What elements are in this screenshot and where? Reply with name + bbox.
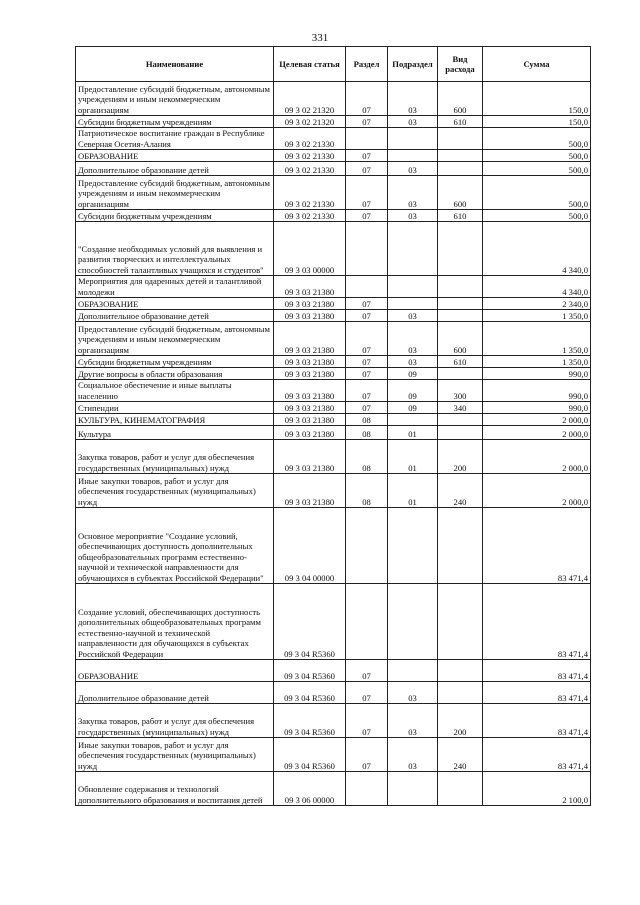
cell-subsection: 03 [388, 176, 438, 210]
table-row [76, 426, 591, 440]
cell-subsection: 03 [388, 310, 438, 322]
table-row [76, 440, 591, 474]
cell-subsection: 03 [388, 162, 438, 176]
cell-code: 09 3 02 21320 [274, 82, 346, 116]
cell-type [438, 150, 483, 162]
cell-subsection [388, 128, 438, 150]
cell-type [438, 310, 483, 322]
cell-code: 09 3 04 R5360 [274, 738, 346, 772]
cell-section: 07 [346, 380, 388, 402]
table-row [76, 584, 591, 660]
cell-subsection: 03 [388, 356, 438, 368]
header-sum: Сумма [483, 47, 591, 82]
cell-sum: 500,0 [483, 176, 591, 210]
cell-subsection: 01 [388, 440, 438, 474]
cell-code: 09 3 03 21380 [274, 298, 346, 310]
cell-section [346, 772, 388, 806]
cell-sum: 4 340,0 [483, 276, 591, 298]
cell-type [438, 222, 483, 276]
cell-code: 09 3 03 21380 [274, 440, 346, 474]
table-row [76, 414, 591, 426]
cell-sum: 2 100,0 [483, 772, 591, 806]
cell-subsection: 03 [388, 82, 438, 116]
cell-sum: 2 000,0 [483, 426, 591, 440]
cell-name: Обновление содержания и технологий дополнительного образования и воспитания детей [76, 772, 274, 806]
cell-section: 07 [346, 116, 388, 128]
table-row [76, 210, 591, 222]
cell-name: Предоставление субсидий бюджетным, автономным учреждениям и иным некоммерческим организациям [76, 176, 274, 210]
cell-sum: 83 471,4 [483, 660, 591, 682]
cell-code: 09 3 02 21330 [274, 176, 346, 210]
cell-subsection [388, 150, 438, 162]
cell-subsection [388, 508, 438, 584]
budget-table [75, 46, 591, 806]
cell-code: 09 3 03 21380 [274, 310, 346, 322]
cell-type: 600 [438, 322, 483, 356]
cell-type: 610 [438, 116, 483, 128]
cell-name: Закупка товаров, работ и услуг для обеспечения государственных (муниципальных) нужд [76, 440, 274, 474]
cell-name: Основное мероприятие "Создание условий, обеспечивающих доступность дополнительных общеобразовательных программ естественно-научной и технической направленности для обучающихся в субъектах Российской Федерации" [76, 508, 274, 584]
cell-type: 240 [438, 474, 483, 508]
cell-subsection [388, 660, 438, 682]
cell-code: 09 3 03 21380 [274, 276, 346, 298]
table-row [76, 310, 591, 322]
cell-name: Мероприятия для одаренных детей и талантливой молодежи [76, 276, 274, 298]
cell-section: 07 [346, 402, 388, 414]
cell-name: Закупка товаров, работ и услуг для обеспечения государственных (муниципальных) нужд [76, 704, 274, 738]
cell-name: ОБРАЗОВАНИЕ [76, 298, 274, 310]
cell-subsection: 01 [388, 474, 438, 508]
cell-sum: 990,0 [483, 380, 591, 402]
header-section: Раздел [346, 47, 388, 82]
cell-subsection: 09 [388, 380, 438, 402]
table-row [76, 380, 591, 402]
cell-section [346, 222, 388, 276]
cell-sum: 2 340,0 [483, 298, 591, 310]
cell-subsection: 03 [388, 704, 438, 738]
cell-code: 09 3 03 21380 [274, 356, 346, 368]
cell-subsection: 09 [388, 402, 438, 414]
table-row [76, 368, 591, 380]
cell-type [438, 660, 483, 682]
cell-sum: 83 471,4 [483, 704, 591, 738]
cell-type [438, 772, 483, 806]
table-row [76, 474, 591, 508]
cell-section: 07 [346, 82, 388, 116]
cell-subsection [388, 298, 438, 310]
cell-section: 07 [346, 162, 388, 176]
cell-name: Дополнительное образование детей [76, 310, 274, 322]
cell-type [438, 298, 483, 310]
table-row [76, 322, 591, 356]
table-row [76, 222, 591, 276]
cell-name: Субсидии бюджетным учреждениям [76, 210, 274, 222]
table-row [76, 660, 591, 682]
cell-name: Иные закупки товаров, работ и услуг для обеспечения государственных (муниципальных) нужд [76, 474, 274, 508]
cell-type: 610 [438, 356, 483, 368]
cell-type: 200 [438, 704, 483, 738]
cell-sum: 2 000,0 [483, 474, 591, 508]
cell-section [346, 276, 388, 298]
cell-section: 07 [346, 176, 388, 210]
cell-sum: 83 471,4 [483, 508, 591, 584]
cell-type: 240 [438, 738, 483, 772]
cell-section: 08 [346, 426, 388, 440]
cell-sum: 500,0 [483, 210, 591, 222]
cell-code: 09 3 02 21330 [274, 150, 346, 162]
cell-type [438, 584, 483, 660]
cell-section: 07 [346, 322, 388, 356]
cell-type: 340 [438, 402, 483, 414]
cell-sum: 500,0 [483, 162, 591, 176]
cell-name: Дополнительное образование детей [76, 682, 274, 704]
cell-sum: 1 350,0 [483, 322, 591, 356]
cell-section [346, 128, 388, 150]
page-number: 331 [311, 32, 329, 44]
cell-subsection [388, 584, 438, 660]
table-row [76, 276, 591, 298]
cell-name: Социальное обеспечение и иные выплаты населению [76, 380, 274, 402]
cell-section: 07 [346, 704, 388, 738]
cell-name: ОБРАЗОВАНИЕ [76, 660, 274, 682]
cell-type: 600 [438, 82, 483, 116]
cell-sum: 83 471,4 [483, 738, 591, 772]
cell-type [438, 276, 483, 298]
cell-section: 07 [346, 738, 388, 772]
cell-sum: 990,0 [483, 368, 591, 380]
cell-section: 08 [346, 440, 388, 474]
table-header-row [76, 47, 591, 82]
header-name: Наименование [76, 47, 274, 82]
cell-code: 09 3 03 21380 [274, 368, 346, 380]
table-row [76, 176, 591, 210]
cell-subsection: 03 [388, 682, 438, 704]
table-row [76, 116, 591, 128]
cell-name: Субсидии бюджетным учреждениям [76, 116, 274, 128]
cell-section: 07 [346, 660, 388, 682]
table-row [76, 772, 591, 806]
cell-code: 09 3 06 00000 [274, 772, 346, 806]
cell-subsection: 03 [388, 738, 438, 772]
cell-sum: 83 471,4 [483, 682, 591, 704]
cell-sum: 150,0 [483, 116, 591, 128]
cell-subsection: 09 [388, 368, 438, 380]
cell-section: 07 [346, 150, 388, 162]
table-row [76, 402, 591, 414]
cell-name: ОБРАЗОВАНИЕ [76, 150, 274, 162]
cell-subsection: 03 [388, 322, 438, 356]
cell-type: 200 [438, 440, 483, 474]
cell-name: Субсидии бюджетным учреждениям [76, 356, 274, 368]
cell-section: 07 [346, 310, 388, 322]
cell-section: 07 [346, 682, 388, 704]
cell-type [438, 426, 483, 440]
cell-section [346, 584, 388, 660]
cell-type: 610 [438, 210, 483, 222]
cell-section: 07 [346, 368, 388, 380]
cell-sum: 4 340,0 [483, 222, 591, 276]
cell-section: 08 [346, 414, 388, 426]
table-row [76, 738, 591, 772]
cell-subsection [388, 772, 438, 806]
cell-type [438, 162, 483, 176]
cell-code: 09 3 03 21380 [274, 414, 346, 426]
cell-name: Другие вопросы в области образования [76, 368, 274, 380]
cell-code: 09 3 04 R5360 [274, 660, 346, 682]
cell-section: 07 [346, 210, 388, 222]
cell-sum: 1 350,0 [483, 356, 591, 368]
table-row [76, 150, 591, 162]
cell-section: 07 [346, 298, 388, 310]
cell-section [346, 508, 388, 584]
cell-code: 09 3 03 21380 [274, 402, 346, 414]
cell-sum: 83 471,4 [483, 584, 591, 660]
table-row [76, 682, 591, 704]
cell-name: Иные закупки товаров, работ и услуг для обеспечения государственных (муниципальных) нужд [76, 738, 274, 772]
cell-code: 09 3 02 21330 [274, 210, 346, 222]
cell-name: Культура [76, 426, 274, 440]
cell-code: 09 3 03 21380 [274, 474, 346, 508]
cell-sum: 150,0 [483, 82, 591, 116]
cell-type: 300 [438, 380, 483, 402]
cell-sum: 2 000,0 [483, 440, 591, 474]
cell-code: 09 3 03 21380 [274, 426, 346, 440]
cell-sum: 2 000,0 [483, 414, 591, 426]
cell-subsection [388, 222, 438, 276]
table-body [76, 82, 591, 806]
cell-code: 09 3 02 21330 [274, 162, 346, 176]
cell-sum: 1 350,0 [483, 310, 591, 322]
cell-type [438, 414, 483, 426]
cell-subsection [388, 414, 438, 426]
cell-type: 600 [438, 176, 483, 210]
cell-sum: 500,0 [483, 128, 591, 150]
cell-code: 09 3 03 21380 [274, 380, 346, 402]
table-row [76, 82, 591, 116]
cell-code: 09 3 02 21320 [274, 116, 346, 128]
header-subsection: Подраздел [388, 47, 438, 82]
cell-subsection: 03 [388, 116, 438, 128]
cell-code: 09 3 03 21380 [274, 322, 346, 356]
cell-name: Дополнительное образование детей [76, 162, 274, 176]
cell-name: Предоставление субсидий бюджетным, автономным учреждениям и иным некоммерческим организациям [76, 82, 274, 116]
cell-name: Стипендии [76, 402, 274, 414]
header-type: Вид расхода [438, 47, 483, 82]
cell-subsection: 03 [388, 210, 438, 222]
cell-code: 09 3 03 00000 [274, 222, 346, 276]
cell-subsection [388, 276, 438, 298]
cell-type [438, 508, 483, 584]
cell-type [438, 368, 483, 380]
cell-code: 09 3 02 21330 [274, 128, 346, 150]
table-row [76, 162, 591, 176]
cell-code: 09 3 04 00000 [274, 508, 346, 584]
table-row [76, 508, 591, 584]
cell-subsection: 01 [388, 426, 438, 440]
cell-sum: 500,0 [483, 150, 591, 162]
table-row [76, 298, 591, 310]
cell-name: Патриотическое воспитание граждан в Республике Северная Осетия-Алания [76, 128, 274, 150]
table-row [76, 128, 591, 150]
cell-section: 07 [346, 356, 388, 368]
cell-sum: 990,0 [483, 402, 591, 414]
cell-section: 08 [346, 474, 388, 508]
cell-name: КУЛЬТУРА, КИНЕМАТОГРАФИЯ [76, 414, 274, 426]
cell-name: Предоставление субсидий бюджетным, автономным учреждениям и иным некоммерческим организациям [76, 322, 274, 356]
cell-type [438, 128, 483, 150]
cell-code: 09 3 04 R5360 [274, 704, 346, 738]
cell-type [438, 682, 483, 704]
cell-code: 09 3 04 R5360 [274, 584, 346, 660]
table-row [76, 704, 591, 738]
cell-name: "Создание необходимых условий для выявления и развития творческих и интеллектуальных способностей талантливых учащихся и студентов" [76, 222, 274, 276]
table-row [76, 356, 591, 368]
cell-name: Создание условий, обеспечивающих доступность дополнительных общеобразовательных программ естественно-научной и технической направленности для обучающихся в субъектах Российской Федерации [76, 584, 274, 660]
cell-code: 09 3 04 R5360 [274, 682, 346, 704]
header-code: Целевая статья [274, 47, 346, 82]
